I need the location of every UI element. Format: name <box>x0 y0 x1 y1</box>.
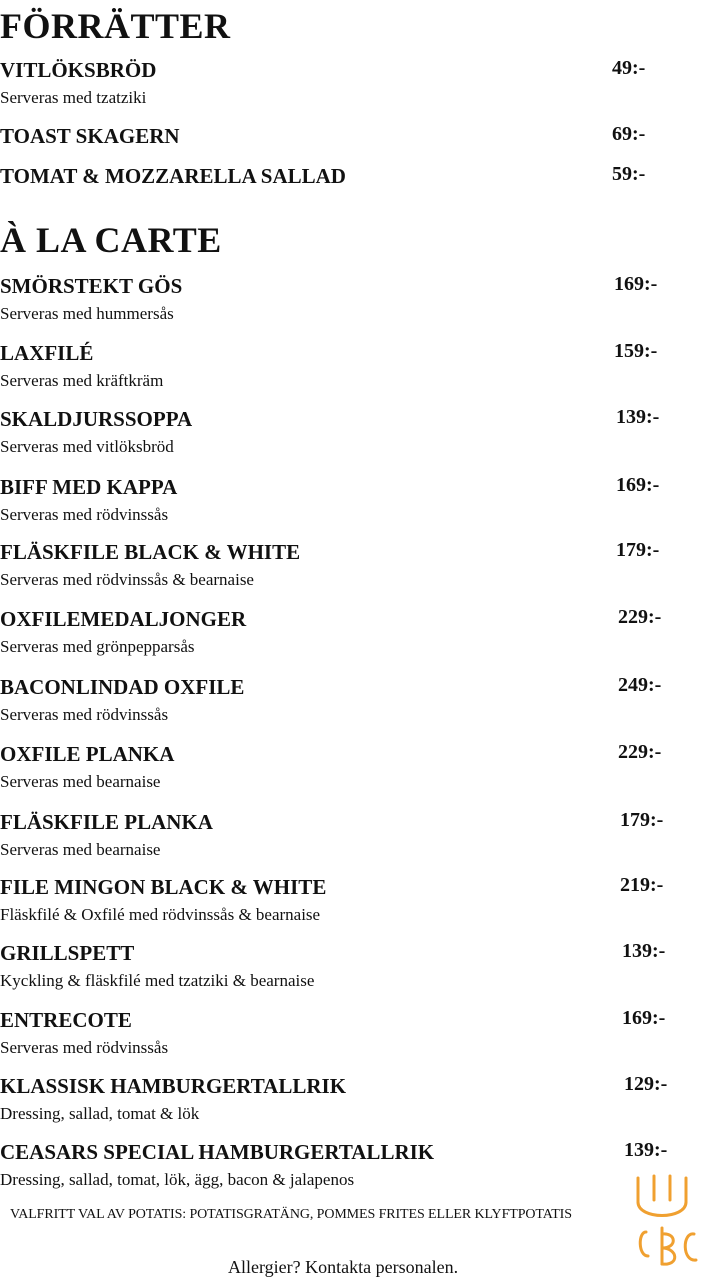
item-price: 219:- <box>620 874 664 896</box>
item-price: 69:- <box>612 123 646 145</box>
menu-item <box>0 1139 720 1202</box>
menu-item <box>0 1073 720 1136</box>
item-description: Serveras med vitlöksbröd <box>0 437 174 456</box>
section-title-a-la-carte: À LA CARTE <box>0 220 222 260</box>
item-name: SKALDJURSSOPPA <box>0 407 193 431</box>
item-name: CEASARS SPECIAL HAMBURGERTALLRIK <box>0 1140 435 1164</box>
menu-item <box>0 474 720 537</box>
item-name: GRILLSPETT <box>0 941 135 965</box>
item-name: FLÄSKFILE PLANKA <box>0 810 213 834</box>
item-price: 179:- <box>616 539 660 561</box>
item-name: KLASSISK HAMBURGERTALLRIK <box>0 1074 347 1098</box>
item-name: OXFILEMEDALJONGER <box>0 607 247 631</box>
item-price: 249:- <box>618 674 662 696</box>
menu-item <box>0 163 720 226</box>
menu-item <box>0 340 720 403</box>
item-description: Dressing, sallad, tomat & lök <box>0 1104 200 1123</box>
item-price: 169:- <box>622 1007 666 1029</box>
allergy-note: Allergier? Kontakta personalen. <box>228 1257 459 1277</box>
item-name: FLÄSKFILE BLACK & WHITE <box>0 540 301 564</box>
item-description: Serveras med hummersås <box>0 304 174 323</box>
menu-item <box>0 606 720 669</box>
menu-item <box>0 539 720 602</box>
item-price: 229:- <box>618 741 662 763</box>
item-description: Serveras med rödvinssås <box>0 505 169 524</box>
item-price: 129:- <box>624 1073 668 1095</box>
item-price: 229:- <box>618 606 662 628</box>
item-description: Serveras med rödvinssås <box>0 705 169 724</box>
menu-item <box>0 741 720 804</box>
menu-item <box>0 1007 720 1070</box>
item-name: ENTRECOTE <box>0 1008 132 1032</box>
section-title-forratter: FÖRRÄTTER <box>0 6 231 46</box>
item-name: SMÖRSTEKT GÖS <box>0 274 183 298</box>
item-price: 59:- <box>612 163 646 185</box>
item-name: TOAST SKAGERN <box>0 124 180 148</box>
potato-choice-note: VALFRITT VAL AV POTATIS: POTATISGRATÄNG, POMMES FRITES ELLER KLYFTPOTATIS <box>10 1207 572 1222</box>
item-price: 169:- <box>616 474 660 496</box>
item-description: Dressing, sallad, tomat, lök, ägg, bacon & jalapenos <box>0 1170 355 1189</box>
item-name: TOMAT & MOZZARELLA SALLAD <box>0 164 346 188</box>
item-name: VITLÖKSBRÖD <box>0 58 157 82</box>
item-name: FILE MINGON BLACK & WHITE <box>0 875 327 899</box>
item-description: Serveras med rödvinssås & bearnaise <box>0 570 254 589</box>
menu-item <box>0 874 720 937</box>
item-price: 49:- <box>612 57 646 79</box>
item-description: Serveras med rödvinssås <box>0 1038 169 1057</box>
item-price: 169:- <box>614 273 658 295</box>
item-description: Serveras med bearnaise <box>0 840 161 859</box>
item-description: Serveras med grönpepparsås <box>0 637 195 656</box>
item-price: 139:- <box>616 406 660 428</box>
item-price: 139:- <box>624 1139 668 1161</box>
item-name: BIFF MED KAPPA <box>0 475 178 499</box>
item-description: Fläskfilé & Oxfilé med rödvinssås & bearnaise <box>0 905 321 924</box>
fork-logo-icon <box>628 1172 704 1272</box>
item-name: OXFILE PLANKA <box>0 742 175 766</box>
menu-item <box>0 809 720 872</box>
item-description: Serveras med bearnaise <box>0 772 161 791</box>
item-price: 159:- <box>614 340 658 362</box>
menu-item <box>0 57 720 120</box>
item-description: Kyckling & fläskfilé med tzatziki & bearnaise <box>0 971 315 990</box>
menu-item <box>0 674 720 737</box>
item-price: 179:- <box>620 809 664 831</box>
menu-item <box>0 940 720 1003</box>
menu-item <box>0 273 720 336</box>
item-description: Serveras med kräftkräm <box>0 371 164 390</box>
item-price: 139:- <box>622 940 666 962</box>
item-name: LAXFILÉ <box>0 341 94 365</box>
item-name: BACONLINDAD OXFILE <box>0 675 245 699</box>
menu-item <box>0 406 720 469</box>
item-description: Serveras med tzatziki <box>0 88 147 107</box>
